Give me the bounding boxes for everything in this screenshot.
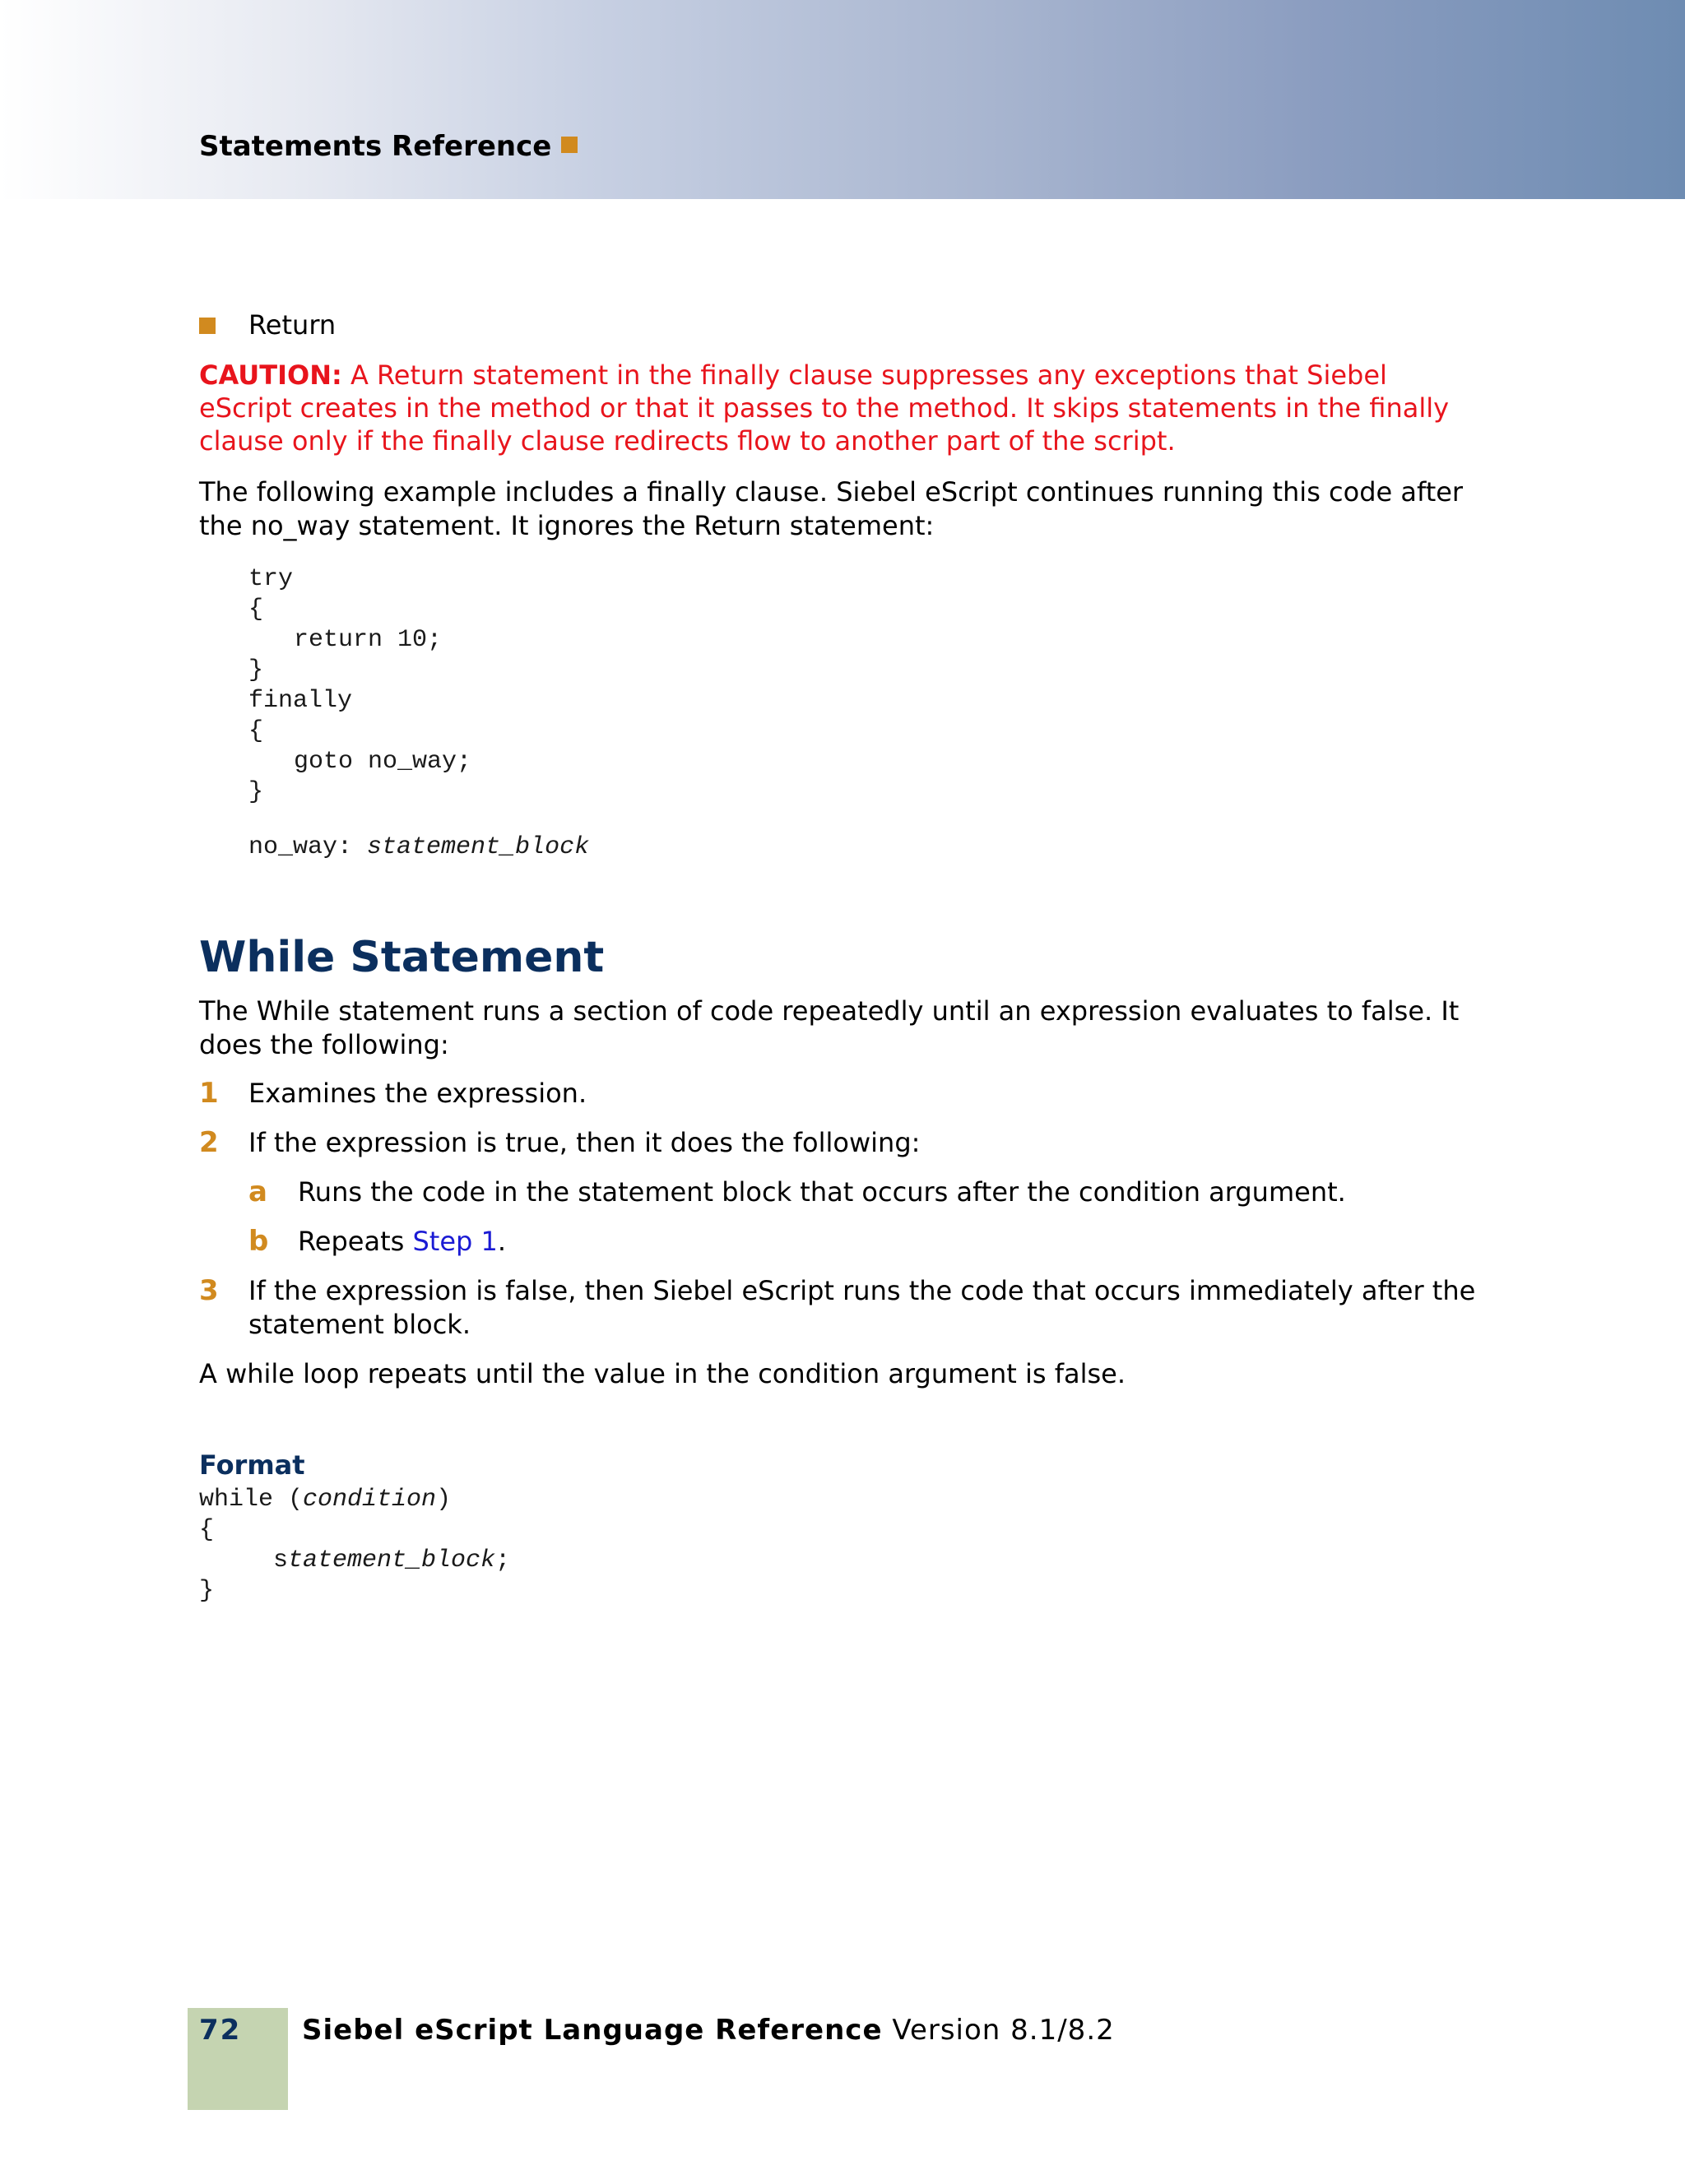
code-line: goto no_way; bbox=[294, 748, 472, 776]
code-line: return 10; bbox=[294, 626, 443, 654]
substep-letter: a bbox=[248, 1175, 267, 1208]
step-number: 3 bbox=[199, 1274, 219, 1307]
code-line: try bbox=[248, 565, 294, 593]
subheading-format: Format bbox=[199, 1449, 305, 1481]
footer-doc-info bbox=[302, 2014, 1115, 2047]
step-item bbox=[199, 1274, 1483, 1342]
step-text: Examines the expression. bbox=[248, 1078, 587, 1109]
while-intro: The While statement runs a section of code repeatedly until an expression evaluates to false. It does the following: bbox=[199, 995, 1460, 1060]
substep-text: Runs the code in the statement block that occurs after the condition argument. bbox=[298, 1176, 1346, 1208]
step-item bbox=[199, 1126, 1483, 1160]
step-number: 2 bbox=[199, 1126, 219, 1159]
bullet-square-icon bbox=[199, 318, 216, 334]
running-header bbox=[199, 130, 578, 163]
code-example bbox=[248, 564, 1483, 863]
code-line: finally bbox=[248, 687, 353, 715]
running-header-title: Statements Reference bbox=[199, 130, 552, 163]
example-intro: The following example includes a finally clause. Siebel eScript continues running this code after the no_way statement. It ignores the Return statement: bbox=[199, 476, 1464, 541]
caution-label: CAUTION: bbox=[199, 359, 342, 391]
footer-version: Version 8.1/8.2 bbox=[882, 2014, 1115, 2047]
code-line: { bbox=[248, 596, 264, 624]
code-line: { bbox=[199, 1516, 215, 1544]
code-line: statement_block; bbox=[273, 1546, 511, 1574]
substep-letter: b bbox=[248, 1225, 269, 1258]
code-line: } bbox=[248, 778, 264, 806]
code-line: } bbox=[199, 1577, 215, 1605]
step-1-link[interactable]: Step 1 bbox=[412, 1226, 498, 1257]
step-item bbox=[199, 1077, 1483, 1111]
while-closing: A while loop repeats until the value in the condition argument is false. bbox=[199, 1358, 1126, 1389]
code-line: { bbox=[248, 717, 264, 745]
bullet-item-return bbox=[199, 308, 1483, 342]
code-line: while (condition) bbox=[199, 1486, 452, 1514]
page-content bbox=[199, 308, 1483, 1607]
bullet-text: Return bbox=[248, 309, 337, 341]
header-band bbox=[0, 0, 1685, 199]
step-number: 1 bbox=[199, 1077, 219, 1110]
substep-item bbox=[199, 1225, 1483, 1259]
code-line: } bbox=[248, 656, 264, 684]
section-heading-while: While Statement bbox=[199, 933, 605, 982]
caution-note bbox=[199, 359, 1483, 457]
steps-list bbox=[199, 1077, 1483, 1342]
footer-doc-title: Siebel eScript Language Reference bbox=[302, 2014, 883, 2047]
page-number: 72 bbox=[199, 2014, 242, 2047]
substep-item bbox=[199, 1175, 1483, 1209]
format-code bbox=[199, 1485, 1483, 1607]
orange-square-icon bbox=[561, 137, 578, 153]
step-text: If the expression is true, then it does the following: bbox=[248, 1127, 921, 1158]
substep-text: Repeats Step 1. bbox=[298, 1226, 507, 1257]
caution-text: A Return statement in the finally clause suppresses any exceptions that Siebel eScript creates in the method or that it passes to the method. It skips statements in the finally clause only if the finally clause redirects flow to another part of the script. bbox=[199, 359, 1450, 457]
step-text: If the expression is false, then Siebel eScript runs the code that occurs immediately after the statement block. bbox=[248, 1275, 1476, 1340]
code-label-line: no_way: statement_block bbox=[248, 833, 590, 861]
